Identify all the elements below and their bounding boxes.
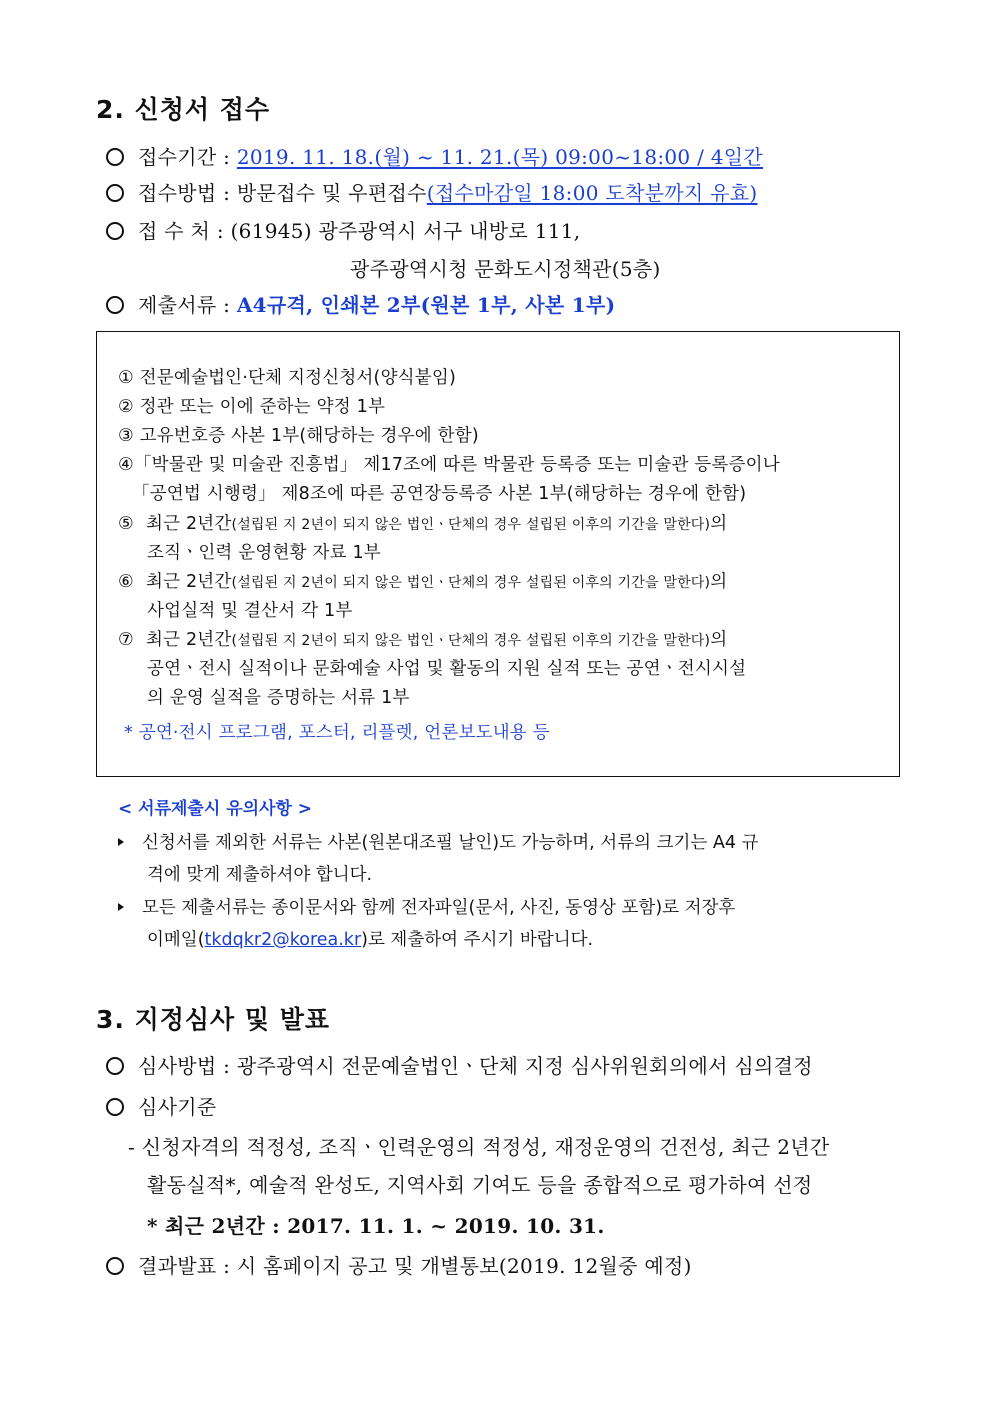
result-label: 결과발표 : — [138, 1254, 231, 1278]
doc-item-5 — [118, 510, 727, 535]
note-1-line1: 신청서를 제외한 서류는 사본(원본대조필 날인)도 가능하며, 서류의 크기는 A4 규 — [142, 833, 759, 853]
docs-label: 제출서류 : — [138, 293, 231, 317]
doc-item-6-number: ⑥ — [118, 572, 134, 592]
doc-item-7 — [118, 626, 727, 651]
doc-item-6-main: 최근 2년간 — [146, 572, 232, 592]
doc-item-5-number: ⑤ — [118, 514, 134, 534]
period-label: 접수기간 : — [138, 145, 231, 169]
period-value: 2019. 11. 18.(월) ~ 11. 21.(목) 09:00~18:00 / 4일간 — [236, 145, 764, 169]
email-link[interactable]: tkdqkr2@korea.kr — [204, 930, 362, 950]
docs-row — [106, 289, 615, 318]
note-2-line1: 모든 제출서류는 종이문서와 함께 전자파일(문서, 사진, 동영상 포함)로 저장후 — [142, 898, 736, 918]
docs-value: A4규격, 인쇄본 2부(원본 1부, 사본 1부) — [236, 293, 616, 317]
doc-item-1: ① 전문예술법인·단체 지정신청서(양식붙임) — [118, 368, 457, 388]
criteria-line2: 활동실적*, 예술적 완성도, 지역사회 기여도 등을 종합적으로 평가하여 선정 — [147, 1173, 813, 1197]
note-2-prefix: 이메일( — [147, 930, 205, 950]
place-line1: (61945) 광주광역시 서구 내방로 111, — [230, 219, 581, 243]
doc-item-6-line2: 사업실적 및 결산서 각 1부 — [147, 601, 353, 621]
method-label: 접수방법 : — [138, 181, 231, 205]
doc-item-6 — [118, 568, 727, 593]
doc-item-4-line1: ④「박물관 및 미술관 진흥법」 제17조에 따른 박물관 등록증 또는 미술관 등록증이나 — [118, 455, 780, 475]
circle-bullet-icon — [106, 184, 124, 202]
doc-footnote: * 공연·전시 프로그램, 포스터, 리플렛, 언론보도내용 등 — [124, 723, 550, 743]
doc-item-3: ③ 고유번호증 사본 1부(해당하는 경우에 한함) — [118, 426, 479, 446]
doc-item-5-line2: 조직ㆍ인력 운영현황 자료 1부 — [147, 543, 381, 563]
review-method-value: 광주광역시 전문예술법인ㆍ단체 지정 심사위원회의에서 심의결정 — [236, 1054, 813, 1078]
doc-item-7-main: 최근 2년간 — [146, 630, 232, 650]
section-3-title: 3. 지정심사 및 발표 — [96, 1005, 331, 1034]
doc-item-7-line2: 공연ㆍ전시 실적이나 문화예술 사업 및 활동의 지원 실적 또는 공연ㆍ전시시설 — [147, 659, 747, 679]
review-method-row — [106, 1050, 813, 1079]
result-row — [106, 1250, 692, 1279]
doc-item-4-line2: 「공연법 시행령」 제8조에 따른 공연장등록증 사본 1부(해당하는 경우에 한함) — [132, 484, 747, 504]
doc-item-7-line3: 의 운영 실적을 증명하는 서류 1부 — [147, 688, 410, 708]
note-1-line2: 격에 맞게 제출하셔야 합니다. — [147, 865, 373, 885]
method-row — [106, 177, 758, 206]
place-row — [106, 215, 580, 244]
doc-item-7-number: ⑦ — [118, 630, 134, 650]
criteria-label: 심사기준 — [138, 1095, 217, 1119]
note-2-suffix: )로 제출하여 주시기 바랍니다. — [361, 930, 594, 950]
circle-bullet-icon — [106, 1057, 124, 1075]
note-1 — [118, 829, 758, 854]
period-row — [106, 141, 763, 170]
circle-bullet-icon — [106, 1257, 124, 1275]
doc-item-6-note: (설립된 지 2년이 되지 않은 법인ㆍ단체의 경우 설립된 이후의 기간을 말한다) — [231, 575, 711, 591]
triangle-bullet-icon — [118, 903, 124, 911]
review-method-label: 심사방법 : — [138, 1054, 231, 1078]
method-note: (접수마감일 18:00 도착분까지 유효) — [426, 181, 758, 205]
result-value: 시 홈페이지 공고 및 개별통보(2019. 12월중 예정) — [236, 1254, 692, 1278]
criteria-note: * 최근 2년간 : 2017. 11. 1. ~ 2019. 10. 31. — [147, 1214, 605, 1238]
triangle-bullet-icon — [118, 838, 124, 846]
criteria-row — [106, 1091, 216, 1120]
place-line2: 광주광역시청 문화도시정책관(5층) — [350, 257, 661, 281]
section-2-title: 2. 신청서 접수 — [96, 95, 271, 124]
circle-bullet-icon — [106, 1098, 124, 1116]
place-label: 접 수 처 : — [138, 219, 224, 243]
method-value: 방문접수 및 우편접수 — [236, 181, 427, 205]
note-2 — [118, 894, 735, 919]
doc-item-5-suffix: 의 — [710, 514, 728, 534]
notes-title: < 서류제출시 유의사항 > — [118, 799, 313, 819]
circle-bullet-icon — [106, 296, 124, 314]
note-2-line2 — [147, 926, 593, 951]
doc-item-7-note: (설립된 지 2년이 되지 않은 법인ㆍ단체의 경우 설립된 이후의 기간을 말한다) — [231, 633, 711, 649]
doc-item-6-suffix: 의 — [710, 572, 728, 592]
doc-item-7-suffix: 의 — [710, 630, 728, 650]
criteria-line1: - 신청자격의 적정성, 조직ㆍ인력운영의 적정성, 재정운영의 건전성, 최근 2년간 — [128, 1135, 830, 1159]
circle-bullet-icon — [106, 222, 124, 240]
doc-item-2: ② 정관 또는 이에 준하는 약정 1부 — [118, 397, 386, 417]
doc-item-5-note: (설립된 지 2년이 되지 않은 법인ㆍ단체의 경우 설립된 이후의 기간을 말한다) — [231, 517, 711, 533]
doc-item-5-main: 최근 2년간 — [146, 514, 232, 534]
circle-bullet-icon — [106, 148, 124, 166]
